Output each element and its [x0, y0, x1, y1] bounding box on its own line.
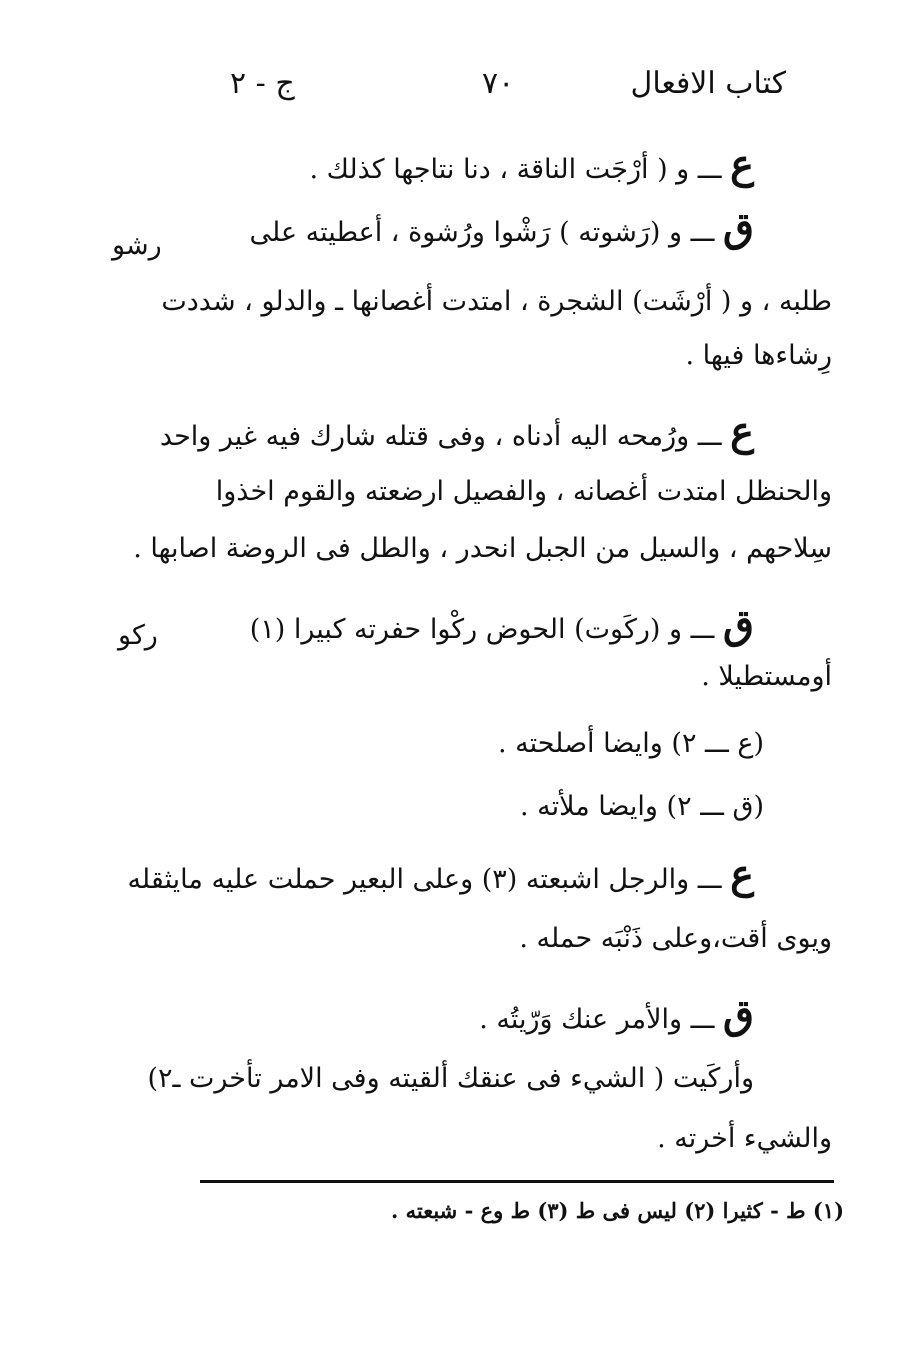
- line-text: سِلاحهم ، والسيل من الجبل انحدر ، والطل فى الروضة اصابها .: [133, 533, 832, 564]
- line-text: والحنظل امتدت أغصانه ، والفصيل ارضعته والقوم اخذوا: [215, 476, 832, 507]
- text-line: [309, 141, 754, 188]
- line-text: ـــ و (ركَوت) الحوض ركْوا حفرته كبيرا (١): [249, 614, 715, 645]
- margin-note-rakw: ركو: [118, 620, 158, 651]
- line-text: وأركَيت ( الشيء فى عنقك ألقيته وفى الامر تأخرت ـ٢): [147, 1063, 754, 1094]
- text-line: [479, 991, 754, 1038]
- line-text: ـــ و ( أرْجَت الناقة ، دنا نتاجها كذلك .: [309, 154, 722, 185]
- volume-label: ج - ٢: [230, 66, 295, 101]
- line-text: (ع ـــ ٢) وايضا أصلحته .: [497, 728, 764, 759]
- entry-marker: ع: [730, 851, 754, 898]
- book-title: كتاب الافعال: [630, 66, 786, 101]
- text-line: [657, 1125, 832, 1152]
- text-line: [127, 851, 754, 898]
- margin-note-rashw: رشو: [112, 230, 162, 261]
- text-line: [701, 663, 832, 690]
- footnote-rule: [200, 1180, 834, 1183]
- text-line: [685, 342, 832, 369]
- entry-marker: ع: [730, 141, 754, 188]
- line-text: والشيء أخرته .: [657, 1123, 832, 1154]
- text-line: [249, 601, 754, 648]
- line-text: ـــ والرجل اشبعته (٣) وعلى البعير حملت عليه مايثقله: [127, 864, 722, 895]
- line-text: ـــ والأمر عنك وَرّيتُه .: [479, 1004, 715, 1035]
- entry-marker: ق: [722, 601, 754, 648]
- line-text: ـــ ورُمحه اليه أدناه ، وفى قتله شارك فيه غير واحد: [159, 421, 722, 452]
- text-line: [216, 478, 832, 505]
- entry-marker: ق: [722, 991, 754, 1038]
- text-line: [159, 408, 754, 455]
- text-line: [498, 730, 764, 757]
- text-line: [520, 793, 764, 820]
- entry-marker: ق: [722, 204, 754, 251]
- page-number: ٧٠: [482, 66, 515, 101]
- text-line: [147, 1065, 754, 1092]
- entry-marker: ع: [730, 408, 754, 455]
- text-line: [161, 288, 832, 315]
- footnote: (١) ط - كثيرا (٢) ليس فى ط (٣) ط وع - شبعته .: [390, 1198, 844, 1223]
- text-line: [249, 204, 754, 251]
- line-text: (ق ـــ ٢) وايضا ملأته .: [519, 791, 764, 822]
- line-text: ـــ و (رَشوته ) رَشْوا ورُشوة ، أعطيته على: [249, 217, 715, 248]
- text-line: [133, 535, 832, 562]
- line-text: طلبه ، و ( أرْشَت) الشجرة ، امتدت أغصانها ـ والدلو ، شددت: [161, 286, 832, 317]
- line-text: رِشاءها فيها .: [685, 340, 832, 371]
- line-text: ويوى أقت،وعلى ذَنْبَه حمله .: [519, 923, 832, 954]
- text-line: [519, 925, 832, 952]
- line-text: أومستطيلا .: [701, 661, 832, 692]
